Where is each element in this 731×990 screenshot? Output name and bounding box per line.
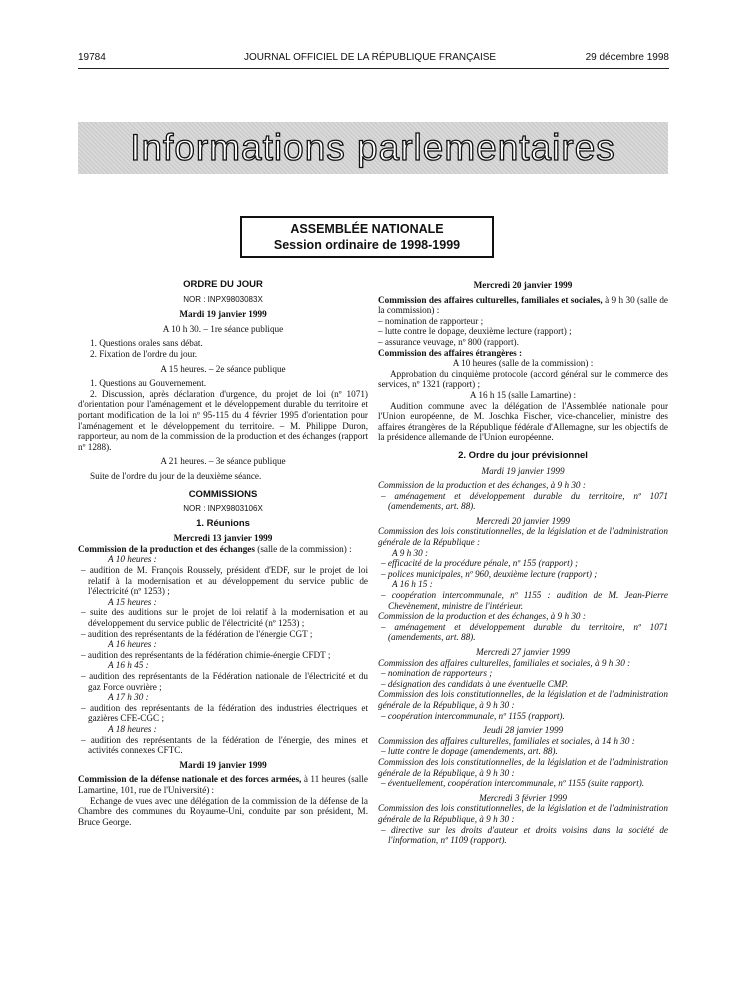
agenda-item: 2. Fixation de l'ordre du jour. — [90, 348, 198, 359]
agenda-item: – éventuellement, coopération intercommunale, nº 1155 (suite rapport). — [381, 778, 645, 789]
agenda-item: – audition des représentants de la fédération des industries électriques et gazières CFE-CGC ; — [81, 702, 368, 724]
commission-entry: Commission des lois constitutionnelles, de la législation et de l'administration générale de la République, à 9 h 30 : — [378, 756, 668, 778]
journal-title: JOURNAL OFFICIEL DE LA RÉPUBLIQUE FRANÇAISE — [244, 52, 497, 63]
agenda-item: 1. Questions au Gouvernement. — [90, 378, 207, 389]
reunions-title: 1. Réunions — [196, 517, 250, 529]
date-heading: Mercredi 20 janvier 1999 — [473, 280, 573, 290]
agenda-item: Suite de l'ordre du jour de la deuxième séance. — [90, 470, 262, 481]
sitting-heading: A 10 h 30. – 1re séance publique — [162, 323, 284, 334]
commission-entry: Commission des lois constitutionnelles, de la législation et de l'administration générale de la République, à 9 h 30 : — [378, 803, 668, 824]
ordre-previsionnel-title: 2. Ordre du jour prévisionnel — [458, 449, 588, 461]
agenda-item: – aménagement et développement durable du territoire, nº 1071 (amendements, art. 88). — [381, 490, 668, 512]
date-heading: Mercredi 27 janvier 1999 — [476, 647, 570, 657]
date-heading: Jeudi 28 janvier 1999 — [482, 725, 564, 736]
agenda-item: – audition des représentants de la fédération chimie-énergie CFDT ; — [81, 649, 331, 660]
date-heading: Mardi 19 janvier 1999 — [481, 465, 565, 476]
commissions-title: COMMISSIONS — [188, 488, 258, 500]
agenda-item: – coopération intercommunale, nº 1155 : audition de M. Jean-Pierre Chevènement, ministre de l'intérieur. — [381, 590, 668, 611]
time-label: A 10 heures : — [108, 554, 157, 565]
agenda-item: – suite des auditions sur le projet de loi relatif à la modernisation et au développement du service public de l'électricité (nº 1253) ; — [81, 607, 368, 629]
section-banner — [78, 122, 668, 174]
running-header — [78, 52, 669, 66]
commission-details: à 11 heures (salle Lamartine, 101, rue de l'Université) : — [78, 774, 368, 795]
time-label: A 10 heures (salle de la commission) : — [452, 358, 594, 369]
agenda-item: Audition commune avec la délégation de l'Assemblée nationale pour l'Union européenne, de M. Joschka Fischer, vice-chancelier, ministre des affaires étrangères de la République fédérale d'Allemagne, sur les objectifs de la présidence allemande de l'Union européenne. — [378, 400, 668, 443]
commission-entry: Commission de la production et des échanges, à 9 h 30 : — [378, 480, 586, 491]
date-heading: Mercredi 20 janvier 1999 — [476, 515, 570, 526]
agenda-item: – audition des représentants de la fédération de l'énergie, des mines et activités connexes CFTC. — [81, 734, 368, 756]
commission-name: Commission de la production et des échanges — [78, 543, 255, 554]
right-column — [378, 280, 668, 846]
agenda-item: 1. Questions orales sans débat. — [90, 338, 203, 349]
nor-reference: NOR : INPX9803106X — [183, 504, 263, 514]
banner-title: Informations parlementaires — [130, 127, 616, 168]
commission-entry: Commission de la production et des échanges, à 9 h 30 : — [378, 611, 586, 622]
commission-entry: Commission des lois constitutionnelles, de la législation et de l'administration générale de la République, à 9 h 30 : — [378, 689, 668, 710]
date-heading: Mercredi 3 février 1999 — [479, 792, 567, 803]
commission-details: (salle de la commission) : — [254, 543, 352, 554]
commission-entry — [378, 295, 668, 316]
agenda-item: – coopération intercommunale, nº 1155 (rapport). — [381, 710, 565, 721]
header-rule — [78, 68, 669, 69]
agenda-item: – polices municipales, nº 960, deuxième lecture (rapport) ; — [381, 568, 598, 579]
commission-name: Commission des affaires culturelles, familiales et sociales, — [378, 294, 603, 305]
agenda-item: – désignation des candidats à une éventuelle CMP. — [381, 678, 569, 689]
time-label: A 15 heures : — [108, 596, 157, 607]
agenda-item: – audition de M. François Roussely, président d'EDF, sur le projet de loi relatif à la modernisation et au développement du service public de l'électricité (nº 1253) ; — [81, 565, 368, 597]
time-label: A 16 h 15 : — [392, 579, 433, 590]
time-label: A 16 h 45 : — [108, 660, 149, 671]
time-label: A 9 h 30 : — [392, 547, 429, 558]
commission-entry: Commission des affaires culturelles, familiales et sociales, à 14 h 30 : — [378, 735, 635, 746]
date-heading: Mardi 19 janvier 1999 — [179, 759, 267, 770]
date-heading: Mardi 19 janvier 1999 — [179, 309, 267, 320]
commission-details: à 9 h 30 (salle de la commission) : — [378, 294, 668, 316]
agenda-item: – audition des représentants de la Fédération nationale de l'électricité et du gaz Force ouvrière ; — [81, 671, 368, 692]
commission-name: Commission de la défense nationale et des forces armées, — [78, 774, 302, 785]
time-label: A 16 heures : — [108, 639, 157, 650]
sitting-heading: A 21 heures. – 3e séance publique — [160, 456, 286, 467]
time-label: A 17 h 30 : — [108, 692, 149, 703]
agenda-item: – nomination de rapporteur ; — [378, 315, 484, 326]
agenda-item: Echange de vues avec une délégation de la commission de la défense de la Chambre des communes du Royaume-Uni, conduite par son président, M. Bruce George. — [78, 795, 368, 827]
agenda-item: – nomination de rapporteurs ; — [381, 668, 493, 679]
page-number: 19784 — [78, 52, 106, 63]
agenda-item: – lutte contre le dopage (amendements, art. 88). — [381, 746, 558, 757]
agenda-item: – audition des représentants de la fédération de l'énergie CGT ; — [81, 628, 313, 639]
commission-entry — [78, 544, 368, 555]
agenda-item: – assurance veuvage, nº 800 (rapport). — [378, 336, 519, 347]
commission-entry — [78, 774, 368, 795]
left-column — [78, 280, 368, 827]
agenda-item: – lutte contre le dopage, deuxième lecture (rapport) ; — [378, 326, 572, 337]
agenda-item: – aménagement et développement durable du territoire, nº 1071 (amendements, art. 88). — [381, 621, 668, 643]
assembly-box — [240, 216, 494, 258]
sitting-heading: A 15 heures. – 2e séance publique — [160, 363, 286, 374]
assembly-name: ASSEMBLÉE NATIONALE — [290, 222, 444, 236]
agenda-item: – directive sur les droits d'auteur et droits voisins dans la société de l'information, nº 1109 (rapport). — [381, 824, 668, 846]
agenda-item: Approbation du cinquième protocole (accord général sur le commerce des services, nº 1321 (rapport) ; — [378, 368, 668, 390]
commission-name: Commission des affaires étrangères : — [378, 347, 523, 358]
session-name: Session ordinaire de 1998-1999 — [273, 238, 461, 252]
commission-entry: Commission des affaires culturelles, familiales et sociales, à 9 h 30 : — [378, 657, 631, 668]
time-label: A 18 heures : — [108, 723, 157, 734]
commission-entry: Commission des lois constitutionnelles, de la législation et de l'administration générale de la République : — [378, 526, 668, 548]
date-heading: Mercredi 13 janvier 1999 — [173, 533, 273, 544]
time-label: A 16 h 15 (salle Lamartine) : — [469, 389, 577, 400]
nor-reference: NOR : INPX9803083X — [183, 294, 263, 304]
ordre-du-jour-title: ORDRE DU JOUR — [183, 279, 263, 290]
issue-date: 29 décembre 1998 — [585, 52, 669, 63]
agenda-item: 2. Discussion, après déclaration d'urgence, du projet de loi (nº 1071) d'orientation pour l'aménagement et le développement durable du territoire et portant modification de la loi nº 95-115 du 4 février 1995 d'orientation pour l'aménagement et le développement du territoire. – M. Philippe Duron, rapporteur, au nom de la commission de la production et des échanges (rapport nº 1288). — [78, 388, 368, 452]
agenda-item: – efficacité de la procédure pénale, nº 155 (rapport) ; — [381, 558, 579, 569]
